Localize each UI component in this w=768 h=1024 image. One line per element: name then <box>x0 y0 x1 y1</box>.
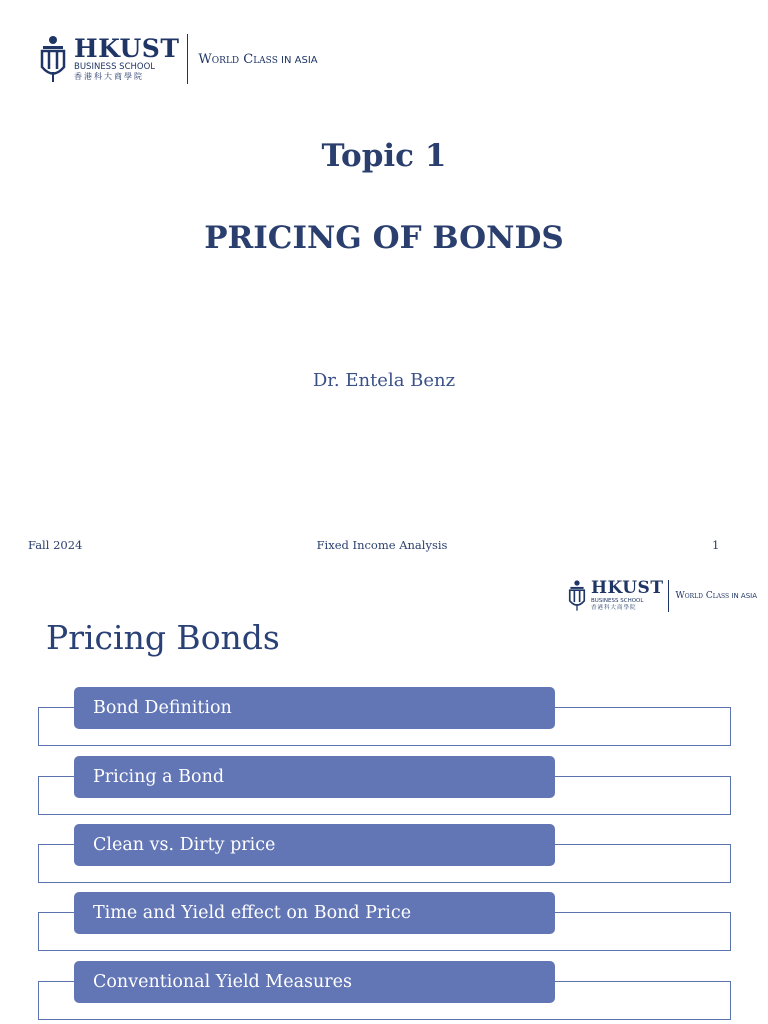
logo-tagline: World Class IN ASIA <box>675 590 757 601</box>
logo-subtitle: BUSINESS SCHOOL <box>591 598 644 605</box>
hkust-logo-small <box>567 579 757 612</box>
logo-tagline: World Class IN ASIA <box>198 51 318 67</box>
topic-heading: Topic 1 <box>321 138 447 174</box>
logo-divider <box>187 34 188 84</box>
agenda-slide <box>0 570 768 1024</box>
logo-chinese: 香港科大商學院 <box>74 71 144 81</box>
logo-name: HKUST <box>74 34 180 64</box>
footer-page-number: 1 <box>712 538 720 552</box>
logo-divider <box>668 580 669 612</box>
footer-term: Fall 2024 <box>28 538 83 552</box>
agenda-item <box>38 687 732 749</box>
agenda-item <box>38 892 732 954</box>
logo-chinese: 香港科大商學院 <box>591 604 637 611</box>
agenda-item-label: Time and Yield effect on Bond Price <box>74 892 555 934</box>
hkust-logo <box>38 34 318 84</box>
agenda-item-label: Pricing a Bond <box>74 756 555 798</box>
hkust-crest-icon <box>567 579 587 612</box>
agenda-item-label: Clean vs. Dirty price <box>74 824 555 866</box>
agenda-item-label: Bond Definition <box>74 687 555 729</box>
agenda-item-label: Conventional Yield Measures <box>74 961 555 1003</box>
hkust-crest-icon <box>38 34 68 84</box>
agenda-item <box>38 756 732 818</box>
slide-title: Pricing Bonds <box>46 618 280 657</box>
footer-course: Fixed Income Analysis <box>316 538 448 552</box>
author-name: Dr. Entela Benz <box>312 370 456 391</box>
agenda-item <box>38 824 732 886</box>
logo-name: HKUST <box>591 578 664 599</box>
agenda-item <box>38 961 732 1023</box>
slide-title: PRICING OF BONDS <box>204 220 564 256</box>
logo-subtitle: BUSINESS SCHOOL <box>74 62 156 73</box>
